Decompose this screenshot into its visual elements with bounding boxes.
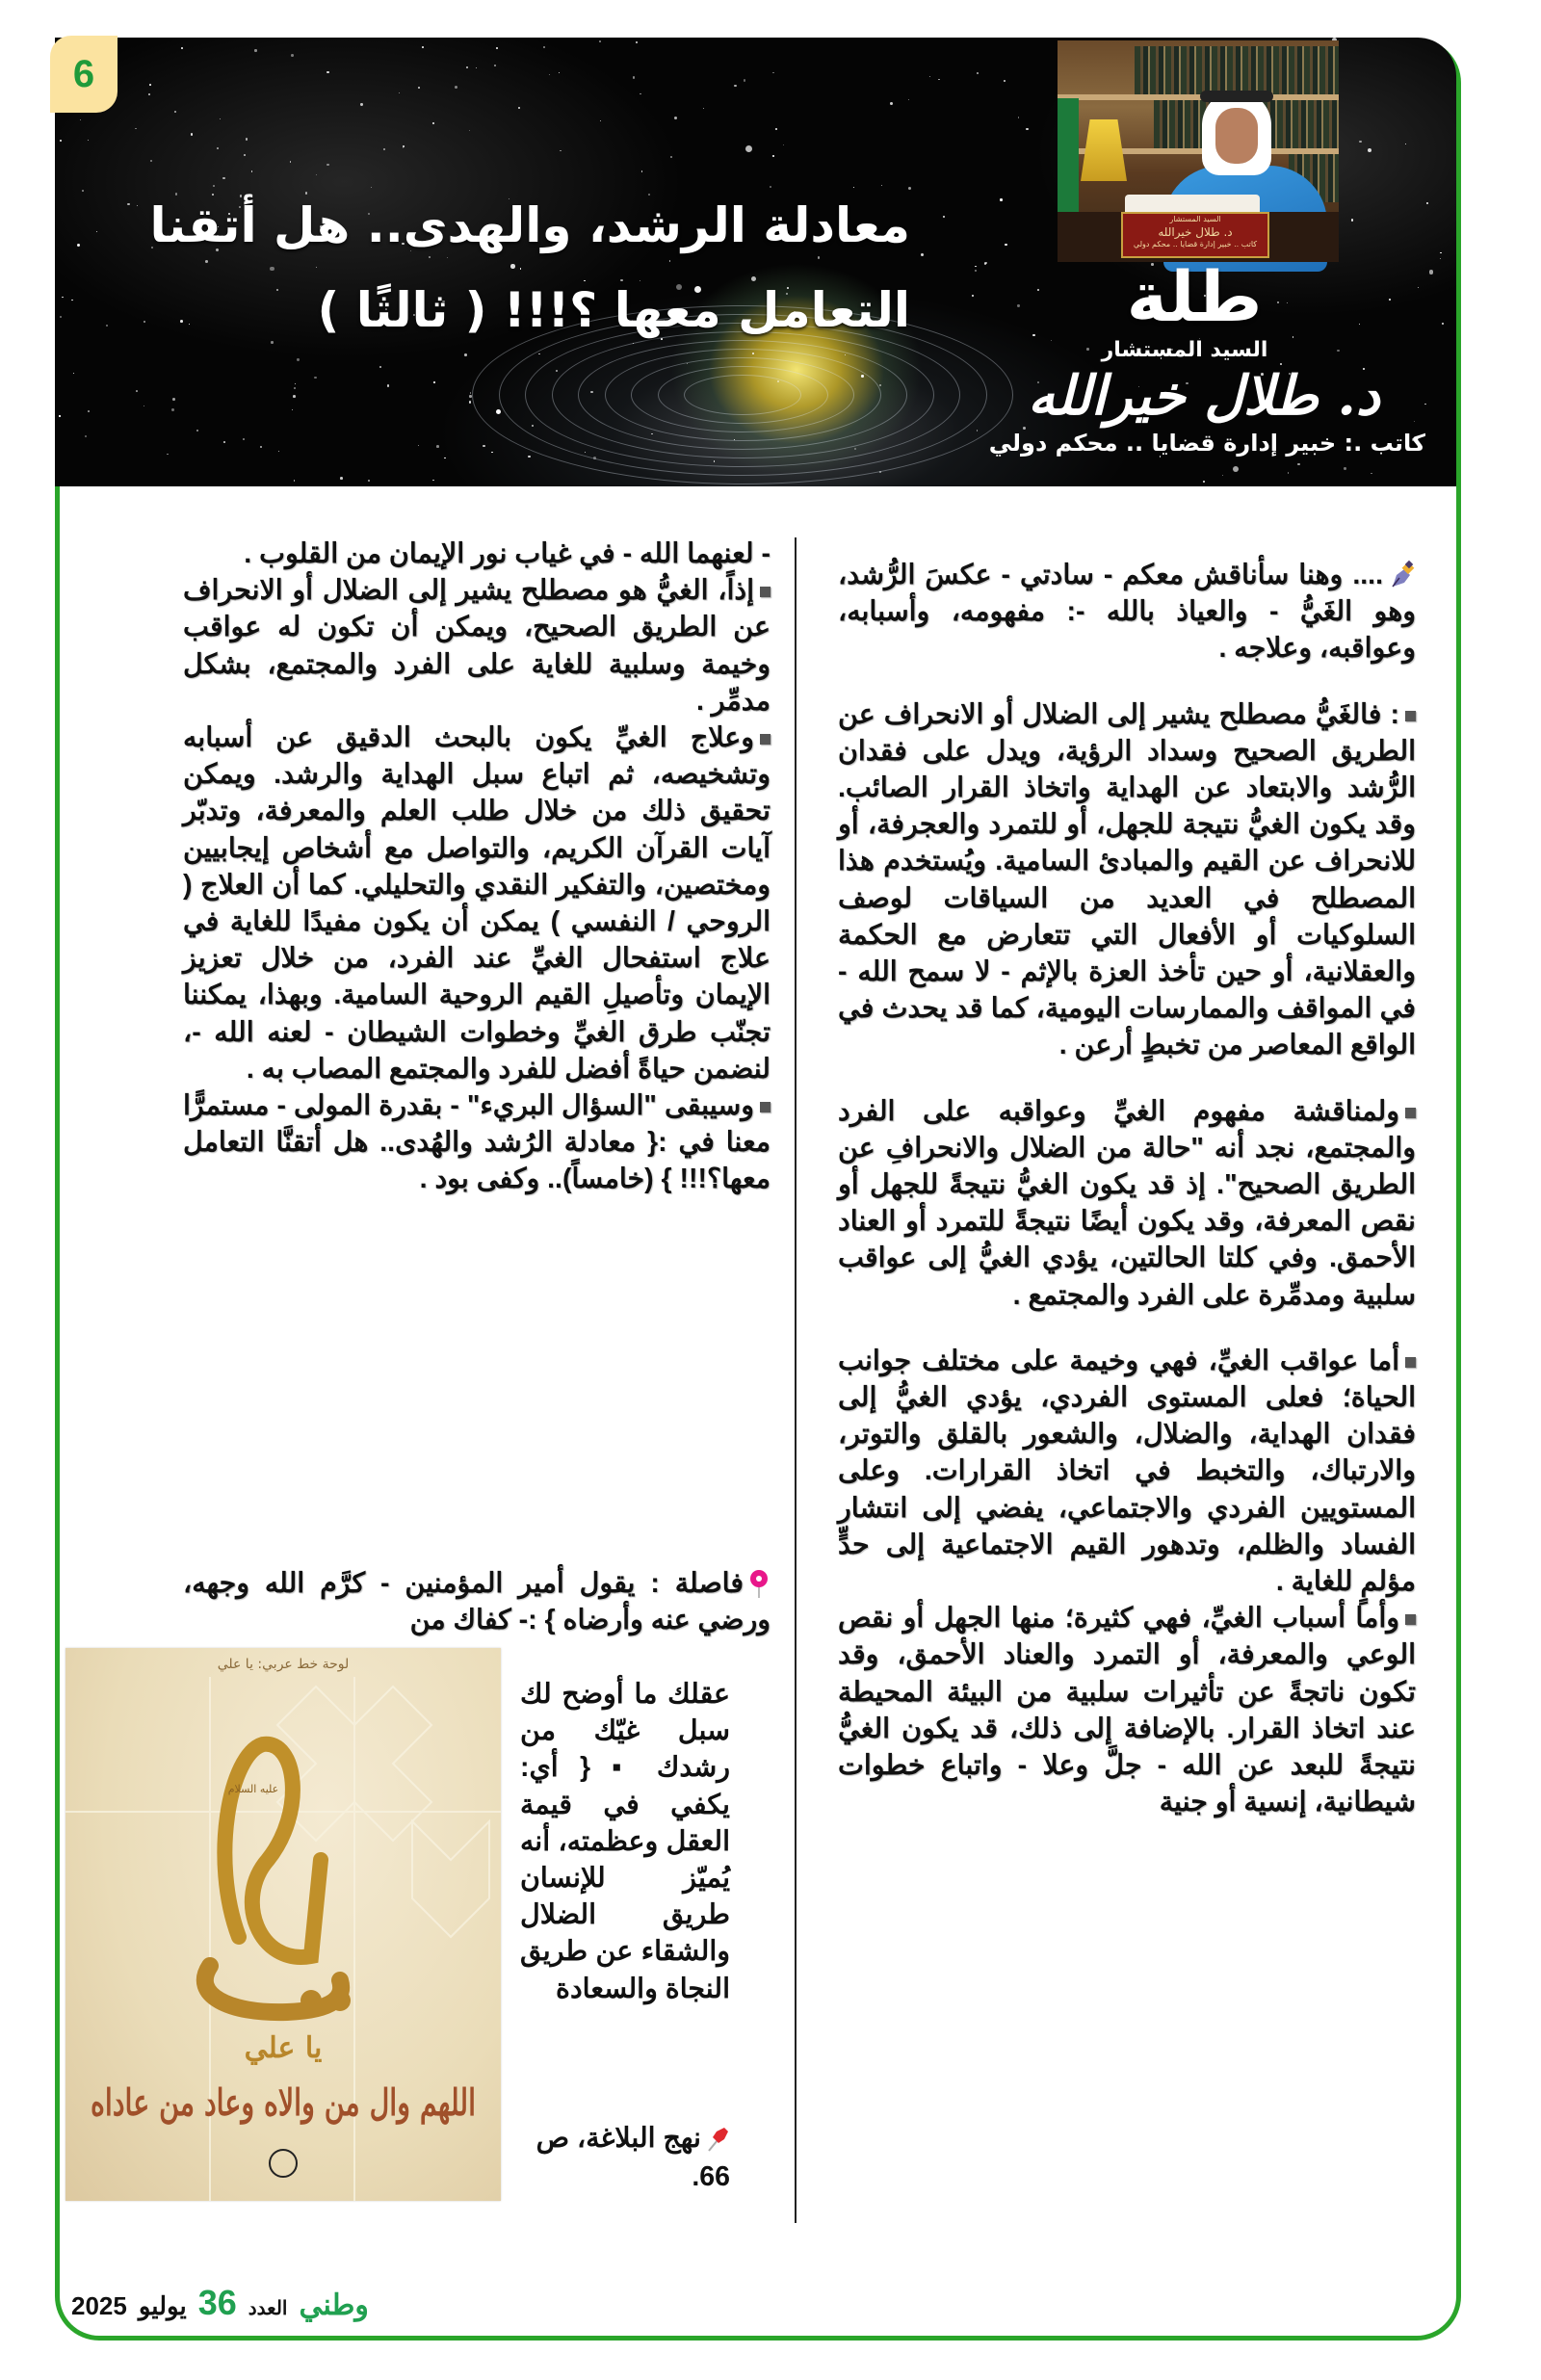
artist-signature	[270, 2150, 297, 2177]
calligraphy-main-text: يا علي	[244, 2031, 323, 2066]
star	[297, 358, 299, 360]
calligraphy-inner-text: عليه السلام	[227, 1783, 279, 1796]
star	[559, 72, 561, 74]
star	[772, 155, 773, 156]
calligraphy-artwork	[65, 1648, 605, 2201]
paragraph-text: وعلاج الغيِّ يكون بالبحث الدقيق عن أسبابه وتشخيصه، ثم اتباع سبل الهداية والرشد. ويمكن تحقيق ذلك من خلال طلب العلم والمعرفة، وتدبّر آيات القرآن الكريم، والتواصل مع أشخاص إيجابيين ومختصين، والتفكير النقدي والتحليلي. كما أن العلاج ( الروحي / النفسي ) يمكن أن يكون مفيدًا للغاية في علاج استفحال الغيِّ عند الفرد، من خلال تعزيز الإيمان وتأصيلِ القيم الروحية السامية. وبهذا، يمكننا تجنّب طرق الغيِّ وخطوات الشيطان - لعنه الله -، لنضمن حياةً أفضل للفرد والمجتمع المصاب به .	[183, 722, 770, 1085]
paragraph	[838, 1093, 1416, 1314]
star	[703, 108, 704, 109]
star	[77, 244, 80, 247]
author-roles: كاتب .: خبير إدارة قضايا .. محكم دولي	[988, 430, 1425, 457]
lamp	[1081, 119, 1127, 181]
desk-nameplate	[1121, 212, 1269, 258]
star	[172, 398, 175, 401]
star	[1368, 148, 1371, 152]
star	[294, 480, 296, 482]
column-logo-text: طلة	[1126, 256, 1263, 337]
paragraph-text: إذاً، الغيُّ هو مصطلح يشير إلى الضلال أو الانحراف عن الطريق الصحيح، ويمكن أن تكون له عواقب وخيمة وسلبية للغاية على الفرد والمجتمع، بشكل مدمِّر .	[183, 575, 770, 717]
star	[1004, 80, 1006, 82]
star	[1005, 244, 1007, 247]
star	[422, 46, 424, 48]
star	[1442, 323, 1444, 325]
thumbtack-icon	[705, 2126, 730, 2153]
star	[387, 384, 389, 386]
star	[496, 47, 498, 49]
star	[745, 145, 752, 152]
fasila-quote	[520, 1676, 730, 2007]
footer-issue-number: 36	[197, 2283, 237, 2322]
calligraphy-caption: لوحة خط عربي: يا علي	[217, 1657, 350, 1673]
star	[640, 93, 641, 95]
star	[470, 392, 471, 393]
star	[432, 480, 433, 481]
paragraph	[183, 536, 770, 572]
star	[295, 383, 296, 384]
star	[977, 72, 979, 75]
author-block	[963, 337, 1445, 458]
calligraphy-dot	[300, 1990, 322, 2011]
paragraph-text: وأما أسباب الغيِّ، فهي كثيرة؛ منها الجهل أو نقص الوعي والمعرفة، أو التمرد والعناد الأحمق، وقد تكون ناتجةً عن تأثيرات سلبية من البيئة المحيطة عند اتخاذ القرار. بالإضافة إلى ذلك، قد يكون الغيُّ نتيجةً للبعد عن الله - جلَّ وعلا - واتباع خطوات شيطانية، إنسية أو جنية	[838, 1603, 1416, 1818]
star	[433, 381, 434, 382]
bullet-square-icon	[1405, 1614, 1416, 1625]
star	[432, 122, 434, 124]
star	[1344, 467, 1345, 469]
column-logo-taalla	[963, 256, 1425, 337]
paragraph	[838, 1343, 1416, 1600]
bullet-square-icon	[760, 1102, 770, 1112]
footer-brand: وطني	[299, 2289, 369, 2321]
person-face	[1215, 108, 1258, 164]
star	[455, 86, 457, 89]
star	[292, 409, 293, 410]
star	[167, 454, 169, 456]
star	[260, 446, 262, 448]
star	[599, 40, 601, 42]
star	[243, 438, 245, 440]
star	[518, 107, 520, 109]
star	[340, 477, 343, 480]
fasila-quote-text: عقلك ما أوضح لك سبل غيّك من رشدك ▪ { أي: يكفي في قيمة العقل وعظمته، أنه يُميّز للإنسان طريق الضلال والشقاء عن طريق النجاة والسعادة	[520, 1679, 730, 2004]
star	[222, 177, 224, 179]
bookshelf-books	[1135, 46, 1339, 94]
article-title	[149, 183, 910, 353]
star	[469, 130, 470, 131]
star	[174, 111, 176, 113]
star	[1018, 117, 1019, 118]
star	[636, 41, 638, 43]
star	[73, 373, 74, 374]
star	[908, 99, 909, 100]
star	[436, 445, 439, 448]
paragraph	[838, 1600, 1416, 1820]
paragraph-text: .... وهنا سأناقش معكم - سادتي - عكسَ الرُّشد، وهو الغَيُّ - والعياذ بالله -: مفهومه، وأسبابه، وعواقبه، وعلاجه .	[838, 560, 1416, 665]
star	[326, 164, 329, 167]
star	[1222, 475, 1223, 476]
star	[80, 119, 81, 120]
star	[1440, 258, 1441, 259]
star	[938, 79, 940, 81]
bullet-square-icon	[760, 587, 770, 597]
star	[181, 47, 184, 50]
left-column	[183, 536, 770, 1198]
author-prefix: السيد المستشار	[1101, 338, 1268, 362]
star	[316, 174, 317, 175]
star	[403, 145, 405, 147]
person-igal	[1200, 91, 1273, 102]
star	[59, 415, 60, 416]
star	[88, 410, 90, 412]
calligraphy-bottom-text: اللهم وال من والاه وعاد من عاداه	[91, 2080, 605, 2125]
star	[528, 456, 530, 458]
nameplate-roles: كاتب .. خبير إدارة قضايا .. محكم دولي	[1133, 240, 1258, 248]
star	[1440, 252, 1442, 254]
star	[543, 46, 546, 49]
calligraphy-dot	[329, 1990, 351, 2011]
star	[921, 253, 924, 256]
right-column	[838, 557, 1416, 1821]
star	[291, 54, 294, 57]
star	[1026, 128, 1029, 131]
star	[1351, 219, 1354, 222]
nameplate-prefix: السيد المستشار	[1169, 215, 1221, 223]
star	[137, 205, 138, 206]
star	[549, 74, 550, 75]
star	[254, 49, 256, 51]
star	[1288, 472, 1289, 473]
star	[418, 87, 420, 89]
star	[196, 430, 197, 431]
star	[633, 76, 636, 79]
star	[293, 395, 296, 398]
star	[783, 144, 784, 145]
fasila-lead-text: فاصلة : يقول أمير المؤمنين - كرَّم الله وجهه، ورضي عنه وأرضاه } :- كفاك من	[183, 1568, 770, 1636]
star	[775, 128, 777, 130]
star	[491, 452, 492, 453]
star	[326, 71, 329, 74]
calligraphy-stroke-main	[224, 1744, 321, 1957]
nameplate-name: د. طلال خيرالله	[1158, 225, 1233, 239]
star	[476, 67, 477, 68]
star	[149, 84, 151, 86]
star	[71, 300, 73, 301]
paragraph-text: - لعنهما الله - في غياب نور الإيمان من القلوب .	[244, 538, 770, 569]
author-name: د. طلال خيرالله	[1028, 364, 1380, 428]
article-title-line-1: معادلة الرشد، والهدى.. هل أتقنا	[149, 197, 910, 253]
calligraphy-image	[65, 1648, 605, 2201]
star	[314, 377, 317, 379]
star	[60, 140, 62, 142]
star	[600, 120, 601, 121]
footer-year: 2025	[71, 2291, 127, 2320]
star	[360, 103, 362, 105]
star	[150, 160, 152, 162]
star	[670, 156, 672, 158]
star	[88, 140, 89, 141]
paragraph-text: : فالغَيُّ مصطلح يشير إلى الضلال أو الانحراف عن الطريق الصحيح وسداد الرؤية، ويدل على فقدان الرُّشد والابتعاد عن الهداية واتخاذ القرار الصائب. وقد يكون الغيُّ نتيجة للجهل، أو للتمرد والعجرفة، أو للانحراف عن القيم والمبادئ السامية. ويُستخدم هذا المصطلح في العديد من السياقات لوصف السلوكيات أو الأفعال التي تتعارض مع الحكمة والعقلانية، أو حين تأخذ العزة بالإثم - لا سمح الله - في المواقف والممارسات اليومية، كما قد يحدث في الواقع المعاصر من تخبطٍ أرعن .	[838, 698, 1416, 1061]
star	[383, 148, 385, 150]
star	[890, 102, 893, 105]
star	[1297, 463, 1299, 465]
star	[290, 161, 291, 162]
pen-icon	[1387, 562, 1416, 590]
star	[1000, 198, 1002, 200]
star	[469, 401, 471, 403]
star	[144, 321, 145, 323]
star	[464, 353, 467, 356]
star	[148, 93, 150, 95]
star	[674, 117, 677, 119]
star	[1426, 202, 1427, 203]
star	[220, 118, 221, 119]
paragraph	[183, 1087, 770, 1198]
star	[368, 480, 370, 482]
star	[772, 72, 774, 74]
paragraph-text: وسيبقى "السؤال البريء" - بقدرة المولى - مستمرًّا معنا في :{ معادلة الرُشد والهُدى.. هل أتقنَّا التعامل معها؟!!! } (خامساً).. وكفى بود .	[183, 1090, 770, 1195]
star	[246, 138, 248, 140]
calligraphy-stroke-ya	[205, 1966, 341, 2012]
star	[106, 325, 108, 327]
star	[744, 79, 745, 81]
star	[379, 366, 381, 368]
star	[251, 170, 252, 171]
paragraph	[838, 696, 1416, 1064]
page-number-tab	[50, 36, 118, 113]
star	[223, 441, 225, 443]
bullet-square-icon	[1405, 1357, 1416, 1368]
star	[62, 297, 63, 298]
star	[399, 92, 400, 93]
star	[82, 190, 84, 192]
star	[466, 66, 468, 68]
page-footer	[71, 2283, 369, 2323]
article-title-line-2: التعامل معها ؟!!! ( ثالثًا )	[317, 282, 910, 338]
star	[96, 231, 97, 232]
star	[929, 76, 930, 77]
star	[1032, 334, 1034, 336]
star	[294, 387, 295, 388]
star	[418, 445, 420, 447]
star	[217, 147, 219, 149]
star	[171, 408, 174, 411]
fasila-source	[520, 2119, 730, 2196]
fasila-lead	[183, 1565, 770, 1638]
pin-icon	[747, 1569, 770, 1600]
star	[191, 133, 194, 136]
page-number: 6	[72, 52, 95, 95]
author-photo	[1058, 40, 1339, 262]
star	[560, 150, 561, 151]
star	[244, 154, 246, 156]
paragraph	[183, 719, 770, 1087]
star	[60, 316, 62, 318]
footer-issue-label: العدد	[248, 2298, 288, 2319]
bullet-square-icon	[1405, 711, 1416, 721]
paragraph	[183, 572, 770, 719]
star	[136, 390, 138, 392]
star	[1233, 466, 1239, 472]
bullet-square-icon	[760, 734, 770, 745]
star	[85, 435, 87, 437]
star	[483, 445, 484, 447]
star	[135, 128, 136, 129]
paragraph	[838, 557, 1416, 667]
bullet-square-icon	[1405, 1108, 1416, 1118]
star	[943, 216, 945, 218]
fasila-source-text: نهج البلاغة، ص 66.	[535, 2123, 730, 2192]
star	[127, 203, 129, 205]
star	[278, 451, 280, 453]
star	[1359, 141, 1362, 144]
star	[1429, 270, 1433, 274]
column-divider	[795, 537, 797, 2223]
star	[641, 170, 642, 171]
footer-month: يوليو	[138, 2291, 187, 2320]
star	[734, 85, 737, 88]
paragraph-text: ولمناقشة مفهوم الغيِّ وعواقبه على الفرد والمجتمع، نجد أنه "حالة من الضلال والانحرافِ عن الطريق الصحيح". إذ قد يكون الغيُّ نتيجةً للجهل أو نقص المعرفة، وقد يكون أيضًا نتيجةً للتمرد أو العناد الأحمق. وفي كلتا الحالتين، يؤدي الغيُّ إلى عواقب سلبية ومدمِّرة على الفرد والمجتمع .	[838, 1095, 1416, 1311]
star	[1203, 481, 1205, 483]
paragraph-text: أما عواقب الغيِّ، فهي وخيمة على مختلف جوانب الحياة؛ فعلى المستوى الفردي، يؤدي الغيُّ إلى فقدان الهداية، والضلال، والشعور بالقلق والتوتر، والارتباك، والتخبط في اتخاذ القرارات. وعلى المستويين الفردي والاجتماعي، يفضي إلى انتشار الفساد والظلم، وتدهور القيم الاجتماعية إلى حدٍّ مؤلمٍ للغاية .	[838, 1345, 1416, 1598]
